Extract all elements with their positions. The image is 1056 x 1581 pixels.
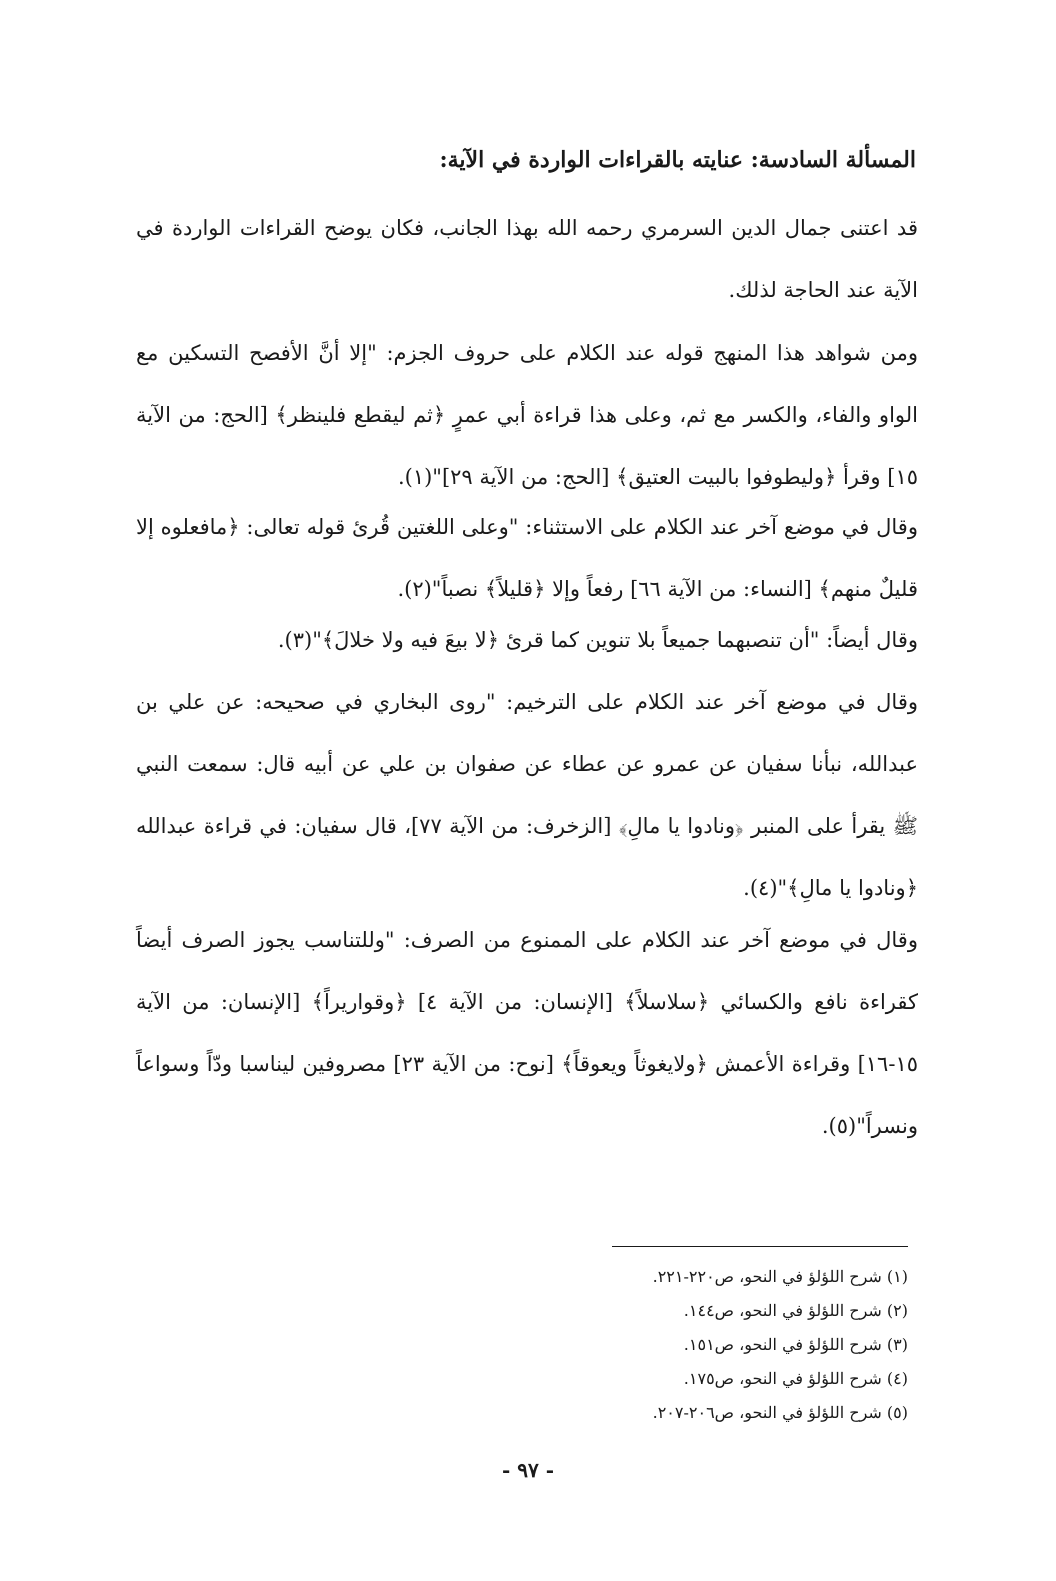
footnote-item: (٣) شرح اللؤلؤ في النحو، ص١٥١. (683, 1335, 908, 1354)
paragraph-jazm: ومن شواهد هذا المنهج قوله عند الكلام على حروف الجزم: "إلا أنَّ الأفصح التسكين مع الواو والفاء، والكسر مع ثم، وعلى هذا قراءة أبي عمرٍ ﴿ثم ليقطع فلينظر﴾ [الحج: من الآية ١٥] وقرأ ﴿وليطوفوا بالبيت العتيق﴾ [الحج: من الآية ٢٩]"(١). (136, 341, 918, 489)
footnote-item: (١) شرح اللؤلؤ في النحو، ص٢٢٠-٢٢١. (652, 1267, 908, 1286)
footnote-item: (٤) شرح اللؤلؤ في النحو، ص١٧٥. (683, 1369, 908, 1388)
paragraph-tarkhim: وقال في موضع آخر عند الكلام على الترخيم: "روى البخاري في صحيحه: عن علي بن عبدالله، نبأنا سفيان عن عمرو عن عطاء عن صفوان بن علي عن أبيه قال: سمعت النبي ﷺ يقرأ على المنبر ﴿ونادوا يا مالِ﴾ [الزخرف: من الآية ٧٧]، قال سفيان: في قراءة عبدالله ﴿ونادوا يا مالِ﴾"(٤). (136, 690, 918, 900)
footnotes-list (348, 1260, 908, 1430)
paragraph-sarf: وقال في موضع آخر عند الكلام على الممنوع من الصرف: "وللتناسب يجوز الصرف أيضاً كقراءة نافع والكسائي ﴿سلاسلاً﴾ [الإنسان: من الآية ٤] ﴿وقواريراً﴾ [الإنسان: من الآية ١٥-١٦] وقراءة الأعمش ﴿ولايغوثاً ويعوقاً﴾ [نوح: من الآية ٢٣] مصروفين ليناسبا ودّاً وسواعاً ونسراً"(٥). (136, 928, 918, 1138)
page-number: - ٩٧ - (501, 1458, 554, 1482)
footnote-item: (٥) شرح اللؤلؤ في النحو، ص٢٠٦-٢٠٧. (652, 1403, 908, 1422)
paragraph-istithna: وقال في موضع آخر عند الكلام على الاستثناء: "وعلى اللغتين قُرئ قوله تعالى: ﴿مافعلوه إلا قليلٌ منهم﴾ [النساء: من الآية ٦٦] رفعاً وإلا ﴿قليلاً﴾ نصباً"(٢). (136, 515, 918, 601)
footnote-item: (٢) شرح اللؤلؤ في النحو، ص١٤٤. (683, 1301, 908, 1320)
paragraph-intro: قد اعتنى جمال الدين السرمري رحمه الله بهذا الجانب، فكان يوضح القراءات الواردة في الآية عند الحاجة لذلك. (136, 216, 918, 302)
paragraph-tanwin: وقال أيضاً: "أن تنصبهما جميعاً بلا تنوين كما قرئ ﴿لا بيعَ فيه ولا خلالَ﴾"(٣). (277, 628, 918, 652)
footnote-separator (612, 1246, 908, 1247)
section-heading: المسألة السادسة: عنايته بالقراءات الواردة في الآية: (439, 147, 916, 173)
